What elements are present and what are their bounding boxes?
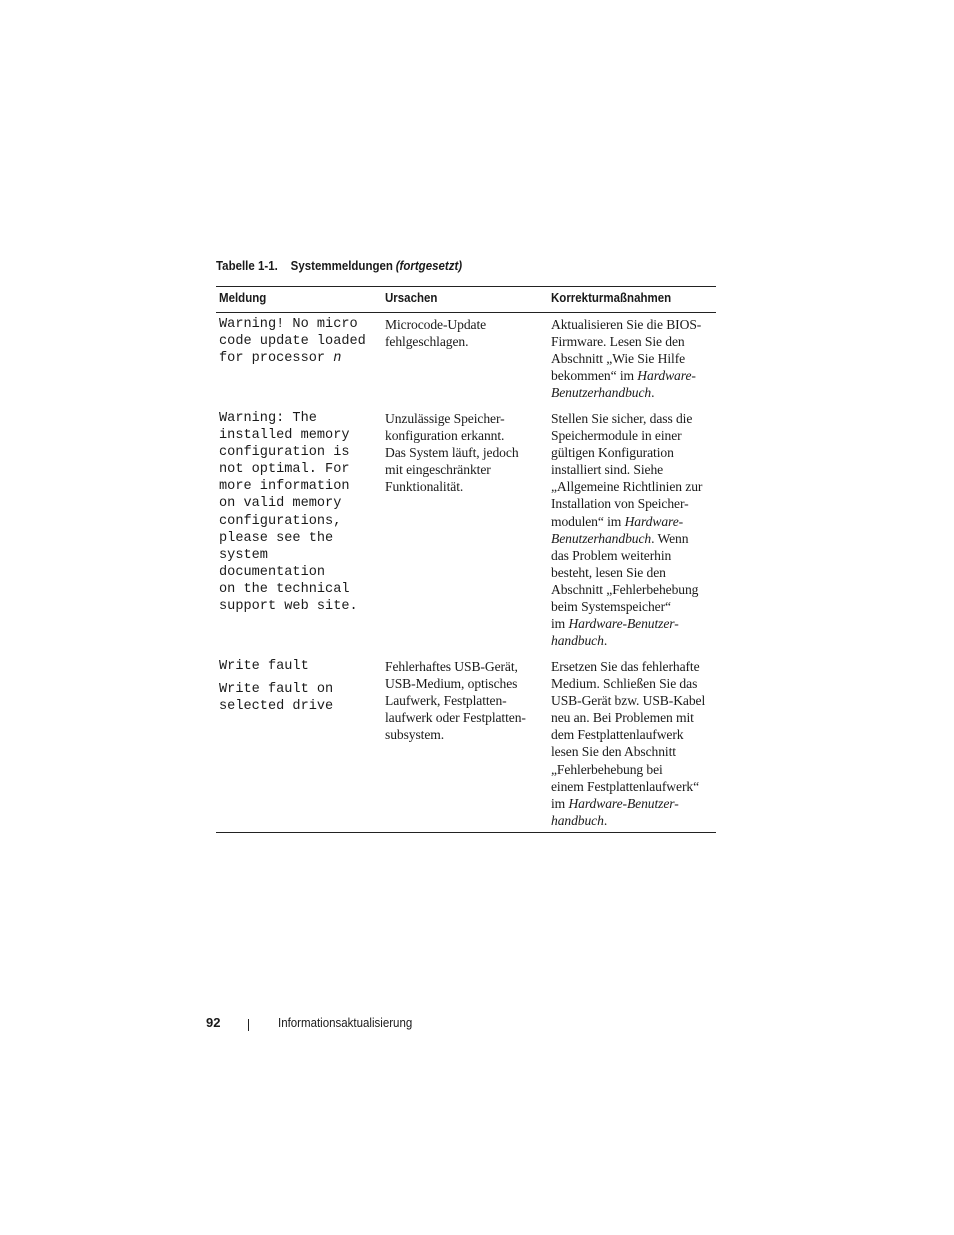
action-line (551, 350, 716, 367)
table-caption (216, 259, 462, 273)
action-line (551, 495, 716, 512)
action-line (551, 478, 716, 495)
header-korrekturmassnahmen: Korrekturmaßnahmen (551, 291, 672, 305)
action-text: Aktualisieren Sie die BIOS- (551, 317, 702, 332)
action-text: dem Festplattenlaufwerk (551, 727, 684, 743)
cause-line: mit eingeschränkter (385, 462, 491, 478)
action-line (551, 513, 716, 530)
actions-cell (551, 410, 716, 649)
action-line (551, 444, 716, 461)
causes-cell (385, 658, 545, 743)
system-messages-table (216, 286, 716, 833)
actions-cell (551, 316, 716, 401)
action-line (551, 761, 716, 778)
action-text: bekommen“ im (551, 368, 638, 384)
manual-title-text: Hardware- (637, 368, 696, 384)
message-cell (219, 410, 379, 615)
cause-line: Fehlerhaftes USB-Gerät, (385, 659, 518, 674)
action-line (551, 632, 716, 649)
caption-label: Tabelle 1-1. (216, 259, 278, 273)
actions-cell (551, 658, 716, 829)
cause-line: Microcode-Update (385, 317, 487, 332)
action-line (551, 675, 716, 692)
action-text: Medium. Schließen Sie das (551, 676, 698, 692)
cause-line: Unzulässige Speicher- (385, 411, 505, 426)
manual-title-text: Hardware- (624, 513, 684, 529)
message-variable: n (333, 351, 342, 367)
action-line (551, 564, 716, 581)
action-text: . (651, 385, 655, 401)
action-text: . (603, 812, 608, 828)
action-line (551, 384, 716, 401)
message-line: Write fault (219, 659, 309, 674)
table-row (216, 655, 716, 832)
action-text: besteht, lesen Sie den (551, 564, 666, 580)
action-text: Abschnitt „Wie Sie Hilfe (551, 351, 686, 367)
action-text: gültigen Konfiguration (551, 445, 674, 461)
causes-cell (385, 316, 545, 350)
action-text: Ersetzen Sie das fehlerhafte (551, 659, 700, 674)
action-line (551, 795, 716, 812)
action-text: Speichermodule in einer (551, 428, 682, 444)
action-line (551, 812, 716, 829)
table-bottom-rule (216, 832, 716, 833)
action-text: das Problem weiterhin (551, 547, 672, 563)
error-message-text (219, 681, 379, 715)
action-text: USB-Gerät bzw. USB-Kabel (551, 693, 706, 709)
action-line (551, 743, 716, 760)
cause-line: konfiguration erkannt. (385, 428, 505, 444)
action-text: Abschnitt „Fehlerbehebung (551, 581, 699, 597)
action-text: installiert sind. Siehe (551, 462, 664, 478)
action-text: im (551, 616, 569, 632)
action-line (551, 410, 716, 427)
caption-title: Systemmeldungen (290, 259, 393, 273)
manual-title-text: Benutzerhandbuch (551, 385, 652, 401)
cause-line: Das System läuft, jedoch (385, 445, 519, 461)
action-text: im (551, 795, 569, 811)
action-line (551, 547, 716, 564)
action-text: Stellen Sie sicher, dass die (551, 411, 693, 426)
manual-title-text: Hardware-Benutzer- (568, 616, 679, 632)
error-message-text (219, 658, 379, 675)
cause-line: fehlgeschlagen. (385, 334, 469, 350)
cause-line: Laufwerk, Festplatten- (385, 693, 507, 709)
table-row (216, 313, 716, 407)
table-row (216, 407, 716, 655)
header-meldung: Meldung (219, 291, 267, 305)
action-line (551, 778, 716, 795)
cause-line: Funktionalität. (385, 479, 464, 495)
action-text: Firmware. Lesen Sie den (551, 334, 685, 350)
page-number: 92 (206, 1015, 221, 1030)
action-line (551, 615, 716, 632)
action-text: lesen Sie den Abschnitt (551, 744, 676, 760)
caption-continued: (fortgesetzt) (395, 259, 463, 273)
action-line (551, 692, 716, 709)
cause-line: laufwerk oder Festplatten- (385, 710, 526, 726)
footer-section-title: Informationsaktualisierung (278, 1016, 413, 1030)
manual-title-text: Benutzerhandbuch (551, 530, 652, 546)
action-text: beim Systemspeicher“ (551, 599, 671, 615)
action-text: einem Festplattenlaufwerk“ (551, 778, 700, 794)
manual-title-text: Hardware-Benutzer- (568, 795, 679, 811)
action-line (551, 367, 716, 384)
error-message-text (219, 410, 379, 615)
action-text: . (603, 633, 608, 649)
action-text: . Wenn (651, 530, 689, 546)
action-line (551, 726, 716, 743)
action-text: modulen“ im (551, 513, 625, 529)
action-text: „Fehlerbehebung bei (551, 761, 663, 777)
causes-cell (385, 410, 545, 495)
message-line: Warning: The installed memory configuration is not optimal. For more information on valid memory configurations, please see the system documentation on the technical support web site. (219, 411, 358, 615)
table-header-row (216, 287, 716, 312)
action-line (551, 598, 716, 615)
cause-line: subsystem. (385, 727, 445, 743)
action-line (551, 316, 716, 333)
message-line: Warning! No micro code update loaded for processor (219, 317, 366, 367)
header-ursachen: Ursachen (385, 291, 438, 305)
message-cell (219, 316, 379, 367)
manual-title-text: handbuch (551, 633, 604, 649)
action-text: neu an. Bei Problemen mit (551, 710, 694, 726)
action-line (551, 427, 716, 444)
action-text: Installation von Speicher- (551, 496, 689, 512)
error-message-text (219, 316, 379, 367)
action-line (551, 333, 716, 350)
action-text: „Allgemeine Richtlinien zur (551, 479, 703, 495)
footer-separator (248, 1019, 249, 1031)
message-cell (219, 658, 379, 715)
action-line (551, 658, 716, 675)
action-line (551, 461, 716, 478)
cause-line: USB-Medium, optisches (385, 676, 518, 692)
action-line (551, 530, 716, 547)
action-line (551, 709, 716, 726)
manual-title-text: handbuch (551, 812, 604, 828)
message-line: Write fault on selected drive (219, 682, 334, 715)
action-line (551, 581, 716, 598)
